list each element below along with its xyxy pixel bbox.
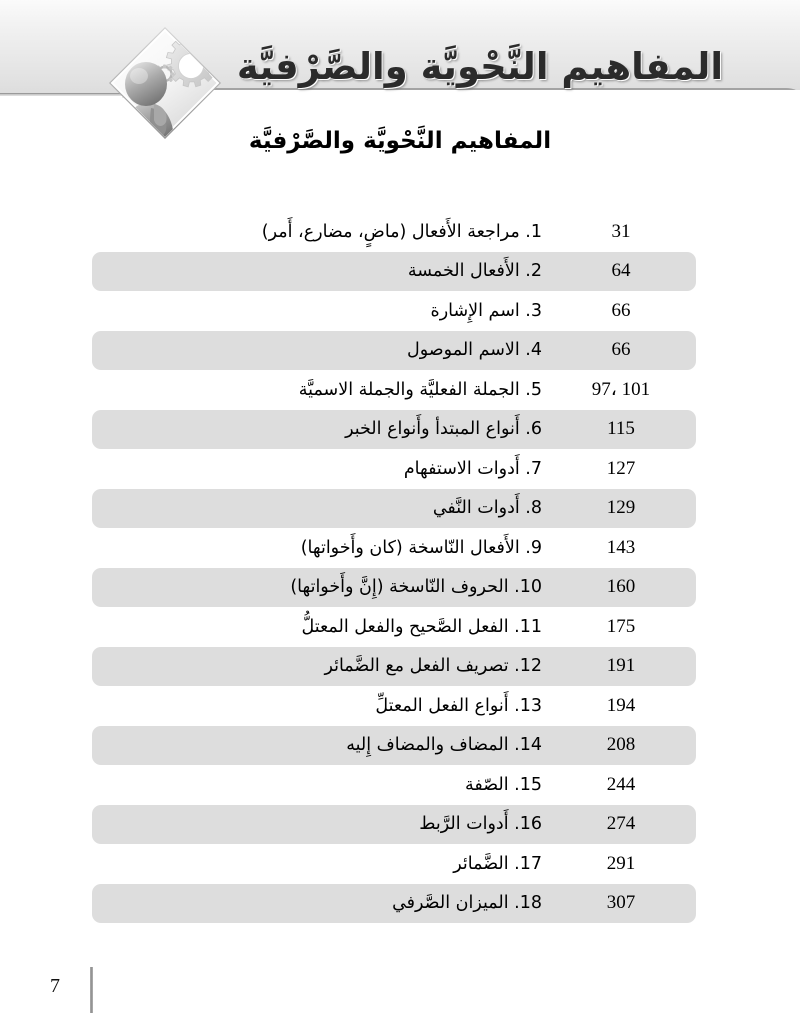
toc-page-number: 143 — [606, 536, 636, 558]
footer-page-number: 7 — [50, 975, 60, 997]
toc-entry-title: 2. الأَفعال الخمسة — [407, 261, 542, 282]
toc-entry-title: 8. أَدوات النَّفي — [432, 498, 542, 519]
table-row[interactable] — [92, 331, 696, 371]
toc-entry-title: 5. الجملة الفعليَّة والجملة الاسميَّة — [298, 379, 542, 400]
toc-page-number: 115 — [607, 418, 635, 440]
toc-entry-title: 10. الحروف النّاسخة (إِنَّ وأَخواتها) — [290, 577, 542, 598]
table-row[interactable] — [92, 528, 696, 568]
toc-page-number: 274 — [606, 813, 636, 835]
toc-entry-title: 16. أَدوات الرَّبط — [419, 814, 542, 835]
toc-page-number: 307 — [606, 892, 636, 914]
toc-page-number: 129 — [606, 497, 636, 519]
table-row[interactable] — [92, 291, 696, 331]
toc-entry-title: 4. الاسم الموصول — [407, 340, 542, 361]
table-row[interactable] — [92, 489, 696, 529]
toc-page-number: 291 — [606, 852, 636, 874]
table-row[interactable] — [92, 765, 696, 805]
table-row[interactable] — [92, 647, 696, 687]
toc-page-number: 97، 101 — [591, 379, 651, 401]
toc-entry-title: 12. تصريف الفعل مع الضَّمائر — [324, 656, 542, 677]
table-row[interactable] — [92, 410, 696, 450]
table-row[interactable] — [92, 607, 696, 647]
toc-entry-title: 9. الأَفعال النّاسخة (كان وأَخواتها) — [300, 537, 542, 558]
toc-entry-title: 15. الصّفة — [464, 774, 542, 795]
table-row[interactable] — [92, 686, 696, 726]
toc-entry-title: 6. أَنواع المبتدأ وأَنواع الخبر — [345, 419, 542, 440]
table-row[interactable] — [92, 370, 696, 410]
toc-entry-title: 3. اسم الإِشارة — [430, 300, 542, 321]
table-row[interactable] — [92, 726, 696, 766]
table-row[interactable] — [92, 568, 696, 608]
toc-page-number: 191 — [606, 655, 636, 677]
table-of-contents — [92, 212, 696, 923]
page-footer — [46, 967, 166, 1013]
table-row[interactable] — [92, 252, 696, 292]
footer-divider — [90, 967, 93, 1013]
page-title: المفاهيم النَّحْويَّة والصَّرْفيَّة — [248, 128, 552, 154]
toc-page-number: 244 — [606, 773, 636, 795]
table-row[interactable] — [92, 805, 696, 845]
banner-title: المفاهيم النَّحْويَّة والصَّرْفيَّة — [236, 44, 724, 88]
toc-page-number: 127 — [606, 457, 636, 479]
toc-page-number: 64 — [611, 260, 631, 282]
toc-page-number: 194 — [606, 694, 636, 716]
toc-page-number: 66 — [611, 339, 631, 361]
table-row[interactable] — [92, 844, 696, 884]
toc-entry-title: 11. الفعل الصَّحيح والفعل المعتلُّ — [301, 616, 542, 637]
toc-page-number: 31 — [611, 220, 631, 242]
toc-page-number: 160 — [606, 576, 636, 598]
toc-page-number: 208 — [606, 734, 636, 756]
toc-entry-title: 18. الميزان الصَّرفي — [392, 893, 542, 914]
toc-entry-title: 14. المضاف والمضاف إِليه — [346, 735, 542, 756]
toc-entry-title: 1. مراجعة الأَفعال (ماضٍ، مضارع، أَمر) — [261, 221, 542, 242]
toc-entry-title: 17. الضَّمائر — [453, 853, 542, 874]
table-row[interactable] — [92, 449, 696, 489]
table-row[interactable] — [92, 884, 696, 924]
toc-entry-title: 7. أَدوات الاستفهام — [403, 458, 542, 479]
thinker-gears-diamond-icon — [106, 24, 224, 142]
toc-page-number: 66 — [611, 299, 631, 321]
toc-page-number: 175 — [606, 615, 636, 637]
toc-entry-title: 13. أَنواع الفعل المعتلِّ — [375, 695, 542, 716]
table-row[interactable] — [92, 212, 696, 252]
